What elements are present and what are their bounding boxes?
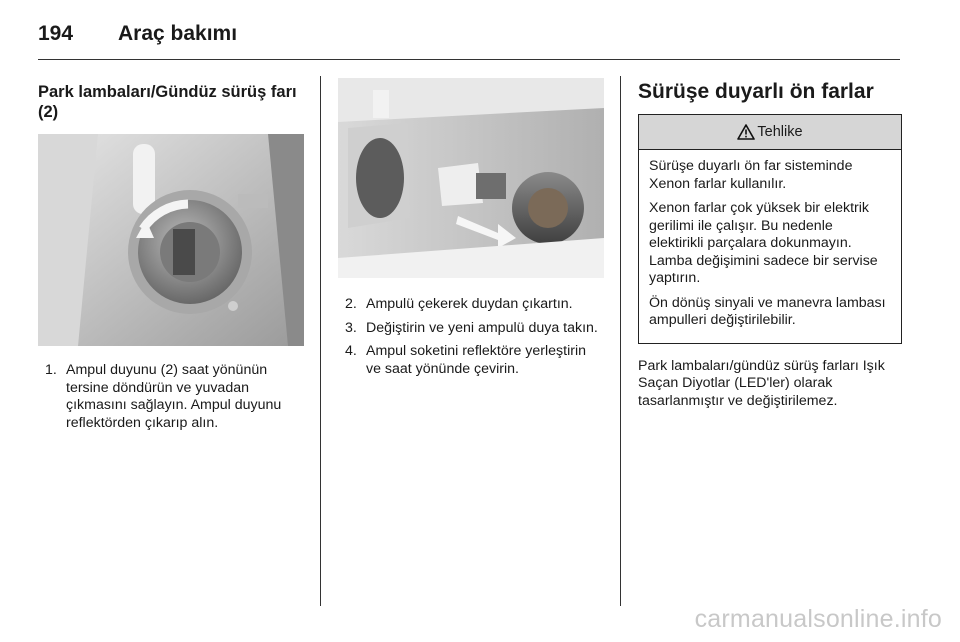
bulb-removal-illustration xyxy=(338,78,604,278)
steps-list-2 xyxy=(338,296,604,378)
column-3 xyxy=(638,78,902,410)
section-heading-park-lights: Park lambaları/Gündüz sürüş farı (2) xyxy=(38,83,297,121)
header-rule xyxy=(38,59,900,60)
column-divider-1 xyxy=(320,76,321,606)
page-header xyxy=(38,16,900,60)
column-2 xyxy=(338,78,604,384)
column-divider-2 xyxy=(620,76,621,606)
photo-bulb-holder xyxy=(38,134,304,346)
column-1 xyxy=(38,78,304,438)
warning-header xyxy=(639,115,901,150)
bulb-holder-illustration xyxy=(38,134,304,346)
led-note: Park lambaları/gündüz sürüş farları Işık Saçan Diyotlar (LED'ler) olarak tasarlanmıştır ve değiştirilemez. xyxy=(638,357,885,409)
warning-body xyxy=(639,150,901,343)
warning-triangle-icon xyxy=(737,124,755,140)
warning-paragraph: Xenon farlar çok yüksek bir elektrik gerilimi ile çalışır. Bu nedenle elektirikli parçalara dokunmayın. Lamba değişimini sadece bir servise yaptırın. xyxy=(649,200,878,286)
warning-paragraph: Ön dönüş sinyali ve manevra lambası ampulleri değiştirilebilir. xyxy=(649,294,886,328)
list-item: 4. Ampul soketini reflektöre yerleştirin ve saat yönünde çevirin. xyxy=(345,343,586,377)
chapter-title: Araç bakımı xyxy=(118,22,238,45)
warning-title: Tehlike xyxy=(757,124,803,140)
page-number: 194 xyxy=(38,22,74,45)
warning-paragraph: Sürüşe duyarlı ön far sisteminde Xenon farlar kullanılır. xyxy=(649,158,853,192)
photo-bulb-removal xyxy=(338,78,604,278)
steps-list-1 xyxy=(38,362,304,432)
section-heading-adaptive-headlights: Sürüşe duyarlı ön farlar xyxy=(638,80,874,103)
list-item: 3. Değiştirin ve yeni ampulü duya takın. xyxy=(345,319,598,336)
warning-box xyxy=(638,114,902,344)
watermark: carmanualsonline.info xyxy=(694,605,942,633)
list-item: 1. Ampul duyunu (2) saat yönünün tersine döndürün ve yuvadan çıkmasını sağlayın. Ampul duyunu reflektörden çıkarıp alın. xyxy=(45,362,282,431)
list-item: 2. Ampulü çekerek duydan çıkartın. xyxy=(345,296,573,312)
